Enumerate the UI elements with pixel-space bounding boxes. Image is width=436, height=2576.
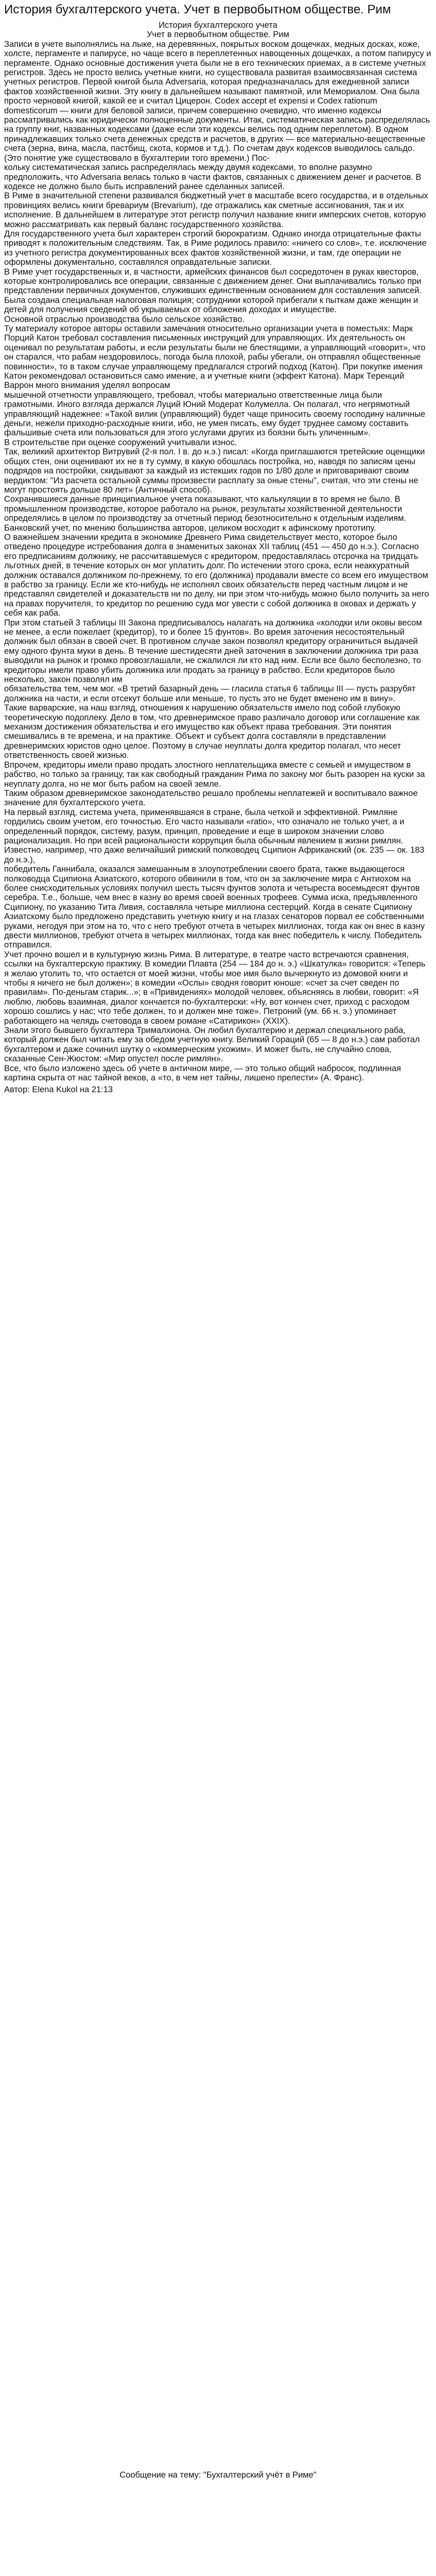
paragraph: мышечной отчетности управляющего, требовал, чтобы материально ответственные лица были грамотными. Иного взгляда держался Луций Юний Модерат Колумелла. Он полагал, что негрямотный управляющий надежнее: «Такой вилик (управляющий) будет чаще приносить своему господину наличные деньги, нежели приходно-расходные книги, ибо, не умея писать, ему будет труднее самому составить фальшивые счета или пользоваться для этого услугами других из боязни быть уличенным». bbox=[4, 390, 428, 438]
paragraph: Учет прочно вошел и в культурную жизнь Рима. В литературе, в театре часто встречаются сравнения, ссылки на бухгалтерскую практику. В комедии Плавта (254 — 184 до н. э.) «Шкатулка» говорится: «Теперь я желаю утолить то, что остается от моей жизни, чтобы мое имя было вычеркнуто из домовой книги и чтобы я ничего не был должен»; в комедии «Ослы» сводня говорит юноше: «счет за счет сведен по правилам». По-деньгам старик...»; в «Привидениях» молодой человек, объясняясь в любви, говорит: «Я люблю, любовь взаимная, диалог кончается по-бухгалтерски: «Ну, вот кончен счет, приход с расходом хорошо сошлись у нас; что тебе должен, то и должен мне тоже». Петроний (ум. 66 н. э.) упоминает работающего на челядь счетовода в своем романе «Сатирикон» (XXIX). bbox=[4, 950, 428, 1026]
article-heading: История бухгалтерского учета bbox=[159, 21, 277, 30]
paragraph: Такие варварские, на наш взгляд, отношения к нарушению обязательств имело под собой глубокую теоретическую подоплеку. Дело в том, что древнеримское право различало договор или соглашение как механизм достижения обязательства и его имущество как объект права требования. Эти понятия смешивались в те времена, и на практике. Объект и субъект долга составляли в представлении древнеримских юристов одно целое. Поэтому в случае неуплаты долга кредитор полагал, что несет ответственность своей жизнью. bbox=[4, 703, 422, 760]
paragraph: кольку систематическая запись распределялась между двумя кодексами, то вполне разумно предположить, что Adversaria велась только в части фактов, связанных с движением денег и расчетов. В кодексе не должно было быть исправлений ранее сделанных записей. bbox=[4, 163, 424, 191]
paragraph: При этом статьей 3 таблицы III Закона предписывалось налагать на должника «колодки или оковы весом не менее, а если пожелает (кредитор), то и более 15 фунтов». Во время заточения несостоятельный должник был обязан в своей счет. В противном случае закон позволял кредитору ограничиться выдачей ему одного фунта муки в день. В течение шестидесяти дней заточения в заключении должника три раза выводили на рынок и громко провозглашали, не сжалился ли кто над ним. Если все было бесполезно, то кредиторы имели право убить должника или продать за границу в рабство. Если кредиторов было несколько, закон позволял им bbox=[4, 618, 425, 685]
paragraph: Была создана специальная налоговая полиция; сотрудники которой прибегали к пыткам даже женщин и детей для получения сведений об укрываемых от обложения доходах и имуществе. bbox=[4, 295, 421, 315]
paragraph: В строительстве при оценке сооружений учитывали износ. bbox=[4, 437, 237, 447]
paragraph: О важнейшем значении кредита в экономике Древнего Рима свидетельствует место, которое было отведено процедуре истребования долга в знаменитых законах XII таблиц (451 — 450 до н.э.). Согласно его предписаниям должнику, не рассчитавшемуся с кредитором, предоставлялась отсрочка на тридцать льготных дней, в течение которых он мог уплатить долг. По истечении этого срока, если неаккуратный должник оставался должником по-прежнему, то его (должника) продавали вместе со всем его имуществом в рабство за границу. Если же кто-нибудь не исполнял своих обязательств перед частным лицом и не представлял свидетелей и доказательств ни по делу, ни при этом что-нибудь можно было получить за него на правах поручителя, то кредитор по решению суда мог увести с собой должника в оковах и держать у себя как раба. bbox=[4, 532, 432, 618]
paragraph: Сохранившиеся данные принципиальное учета показывают, что калькуляции в то время не было. В промышленном производстве, которое работало на рынок, результаты хозяйственной деятельности определялись в целом по производству за отчетный период безотносительно к отдельным изделиям. bbox=[4, 495, 407, 523]
article-subheading: Учет в первобытном обществе. Рим bbox=[147, 30, 289, 40]
footer-message: Сообщение на тему: "Бухгалтерский учёт в Риме" bbox=[119, 2470, 317, 2480]
paragraph: Таким образом древнеримское законодательство решало проблемы неплатежей и воспитывало важное значение для бухгалтерского учета. bbox=[4, 788, 421, 808]
paragraph: Для государственного учета был характерен строгий бюрократизм. Однако иногда отрицательные факты приводят к положительным следствиям. Так, в Риме родилось правило: «ничего со слов», т.е. исключение из учетного регистра документированных всех фактов хозяйственной жизни, и там, где операции не оформлены документально, составлялся оправдательные записки. bbox=[4, 229, 429, 267]
paragraph: Впрочем, кредиторы имели право продать злостного неплательщика вместе с семьей и имуществом в рабство, но только за границу, так как свободный гражданин Рима по закону мог быть разорен на куски за неуплату долга, но не мог быть рабом на своей земле. bbox=[4, 760, 428, 789]
paragraph: обязательства тем, чем мог. «В третий базарный день — гласила статья 6 таблицы III — пусть разрубят должника на части, и если отсекут больше или меньше, то пусть это не будет вменено им в вину». bbox=[4, 684, 418, 703]
author-line: Автор: Elena Kukol на 21:13 bbox=[4, 1084, 113, 1094]
paragraph-list bbox=[4, 40, 432, 1083]
paragraph: В Риме в значительной степени развивался бюджетный учет в масштабе всего государства, и в отдельных провинциях велись книги бревариум (Brevarium), где отражались как сметные ассигнования, так и их исполнение. В дальнейшем в литературе этот регистр получил название книги имперских счетов, которую можно рассматривать как первый баланс государственного хозяйства. bbox=[4, 191, 431, 229]
paragraph: Основной отраслью производства было сельское хозяйство. bbox=[4, 314, 245, 324]
paragraph: В Риме учет государственных и, в частности, армейских финансов был сосредоточен в руках квесторов, которые контролировались все операции, связанные с движением денег. Они выплачивались только при представлении первичных документов, служивших единственным основанием для составления записей. bbox=[4, 267, 424, 296]
paragraph: Знали этого бывшего бухгалтера Трималхиона. Он любил бухгалтерию и держал специального раба, который должен был читать ему за обедом учетную книгу. Великий Гораций (65 — 8 до н.э.) сам работал бухгалтером и даже сочинил шутку о «коммерческим ухожим». И может быть, не случайно слова, сказанные Сен-Жюстом: «Мир опустел после римлян». bbox=[4, 1026, 423, 1064]
paragraph: Все, что было изложено здесь об учете в античном мире, — это только общий набросок, подлинная картина скрыта от нас тайной веков, а «то, в чем нет тайны, лишено прелести» (А. Франс). bbox=[4, 1063, 404, 1083]
paragraph: Банковский учет, по мнению большинства авторов, целиком восходит к афинскому прототипу. bbox=[4, 523, 376, 533]
page-title: История бухгалтерского учета. Учет в первобытном обществе. Рим bbox=[4, 3, 391, 16]
article-body bbox=[4, 21, 432, 1095]
paragraph: На первый взгляд, система учета, применявшаяся в стране, была четкой и эффективной. Римляне гордились своим учетом, его точностью. Его часто называли «ratio», что означало не только учет, а и определенный порядок, систему, разум, принцип, проведение и еще в широком значении слово рационализация. Но при всей рациональности коррупция была обычным явлением в жизни римлян. Известно, например, что даже величайший римский полководец Сципион Африканский (ок. 235 — ок. 183 до н.э.), bbox=[4, 807, 427, 865]
paragraph: Ту материалу которое авторы оставили замечания относительно организации учета в поместьях: Марк Порций Катон требовал составления письменных инструкций для управляющих. Их деятельность он оценивал по результатам работы, и если результаты были не блестящими, а управляющий «говорит», что он старался, что рабам нездоровилось, погода была плохой, рабы убегали, он отправлял общественные повинности», то в таком случае управляющему предлагался строгий подход (Катон). При покупке имения Катон рекомендовал остановиться само имение, а и учетные книги (эффект Катона). Марк Теренций Варрон много внимания уделял вопросам bbox=[4, 324, 428, 391]
paragraph: Записи в учете выполнялись на лыке, на деревянных, покрытых воском дощечках, медных досках, коже, холсте, пергаменте и папирусе, но чаще всего в переплетенных навощенных дощечках, а потом папирусу и пергаменте. Однако основные достижения учета были не в его технических приемах, а в системе учетных регистров. Здесь не просто велись учетные книги, но существовала развитая взаимосвязанная система учетных регистров. Первой книгой была Adversaria, которая предназначалась для ежедневной записи фактов хозяйственной жизни. Эту книгу в дальнейшем называют памятной, или Мемориалом. Она была просто черновой книгой, какой ее и считал Цицерон. Codex accept et expensi и Codex rationum domesticorum — книги для беловой записи, причем совершенно очевидно, что именно кодексы рассматривались как юридически полноценные документы. Итак, систематическая запись распределялась на группу книг, названных кодексами (даже если эти кодексы велись под одним переплетом). В одном принадлежавших только счета денежных средств и расчетов, в других — все материально-вещественные счета (зерна, вина, масла, пастбищ, скота, кормов и т.д.). По счетам двух кодексов выводилось сальдо. (Это понятие уже существовало в бухгалтерии того времени.) Пос- bbox=[4, 39, 434, 163]
paragraph: Так, великий архитектор Витрувий (2-я пол. I в. до н.э.) писал: «Когда приглашаются третейские оценщики общих стен, они оценивают их не в ту сумму, в какую обошлась постройка, но, наводя по записям цены подрядов на постройки, скидывают за каждый из истекших годов по 1/80 доле и приговаривают своим вердиктом: "Из расчета остальной суммы произвести расплату за оные стены", считая, что эти стены не могут простоять дольше 80 лет» (Античный способ). bbox=[4, 447, 427, 495]
paragraph: победитель Ганнибала, оказался замешанным в злоупотреблении своего брата, также выдающегося полководца Сципиона Азиатского, которого обвинили в том, что он за заключение мира с Антиохом на более снисходительных условиях получил шесть тысяч фунтов золота и четыреста восемьдесят фунтов серебра. Т.е., больше, чем внес в казну во время своей военных трофеев. Сумма иска, предъявленного Сципиону, по указанию Тита Ливия, составляла четыре миллиона сестерций. Когда в сенате Сципиону Азиатскому было предложено представить учетную книгу и на глазах сенаторов порвал ее собственными руками, негодуя при этом на то, что с него требуют отчета в четырех миллионах, тогда как он внес в казну двести миллионов, требуют отчета в четырех миллионах, тогда как внес победитель к числу. Победитель отправился. bbox=[4, 865, 427, 950]
